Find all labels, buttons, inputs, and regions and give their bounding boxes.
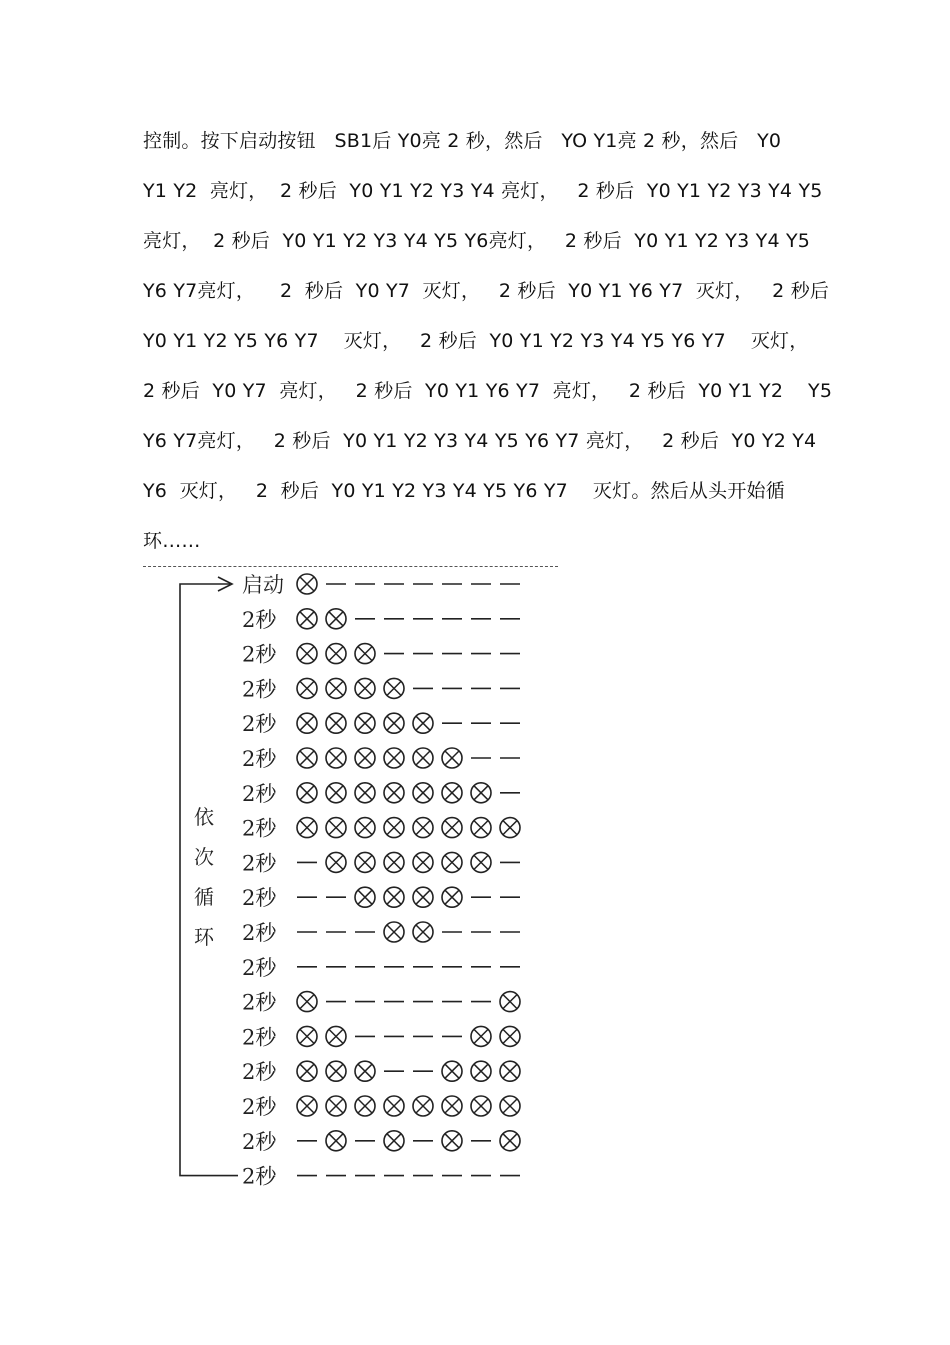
step-label: 2秒 [242,886,277,911]
step-label: 2秒 [242,955,277,980]
lamp-on-icon [355,748,375,768]
lamp-on-icon [297,609,317,629]
loop-label-char: 依 [194,805,214,829]
step-label: 2秒 [242,1025,277,1050]
lamp-on-icon [384,1131,404,1151]
lamp-on-icon [355,1061,375,1081]
lamp-on-icon [355,818,375,838]
lamp-on-icon [442,1131,462,1151]
lamp-on-icon [500,818,520,838]
lamp-on-icon [297,1026,317,1046]
text-line: 控制。按下启动按钮 SB1后 Y0亮 2 秒，然后 YO Y1亮 2 秒，然后 Y0 [143,130,782,152]
lamp-on-icon [326,818,346,838]
lamp-on-icon [297,818,317,838]
lamp-on-icon [471,818,491,838]
dashed-separator [143,566,558,567]
text-line: Y6 Y7亮灯， 2 秒后 Y0 Y7 灭灯， 2 秒后 Y0 Y1 Y6 Y7 灭灯， 2 秒后 [143,280,830,302]
lamp-on-icon [413,713,433,733]
step-label: 启动 [242,573,284,597]
lamp-on-icon [500,992,520,1012]
step-label: 2秒 [242,781,277,806]
lamp-on-icon [297,713,317,733]
lamp-on-icon [471,783,491,803]
step-label: 2秒 [242,990,277,1015]
text-line: 亮灯， 2 秒后 Y0 Y1 Y2 Y3 Y4 Y5 Y6亮灯， 2 秒后 Y0 Y1 Y2 Y3 Y4 Y5 [143,230,811,252]
lamp-on-icon [355,713,375,733]
step-label: 2秒 [242,1164,277,1189]
text-line: Y1 Y2 亮灯， 2 秒后 Y0 Y1 Y2 Y3 Y4 亮灯， 2 秒后 Y0 Y1 Y2 Y3 Y4 Y5 [143,180,823,202]
lamp-on-icon [384,678,404,698]
step-label: 2秒 [242,607,277,632]
lamp-on-icon [355,783,375,803]
lamp-on-icon [355,1096,375,1116]
text-line: 环…… [143,530,201,552]
step-label: 2秒 [242,1060,277,1085]
lamp-on-icon [297,644,317,664]
step-label: 2秒 [242,921,277,945]
lamp-on-icon [384,852,404,872]
lamp-on-icon [326,748,346,768]
text-line: Y6 灭灯， 2 秒后 Y0 Y1 Y2 Y3 Y4 Y5 Y6 Y7 灭灯。然后从头开始循 [143,480,785,502]
lamp-on-icon [500,1131,520,1151]
lamp-on-icon [297,678,317,698]
lamp-on-icon [384,783,404,803]
instruction-paragraph [143,116,833,566]
lamp-on-icon [297,783,317,803]
step-label: 2秒 [242,642,277,667]
step-label: 2秒 [242,712,277,737]
lamp-on-icon [442,748,462,768]
loop-label-char: 次 [194,845,214,869]
step-label: 2秒 [242,816,277,841]
step-label: 2秒 [242,747,277,771]
lamp-on-icon [442,1096,462,1116]
lamp-on-icon [355,678,375,698]
lamp-on-icon [355,852,375,872]
lamp-on-icon [413,922,433,942]
lamp-on-icon [384,713,404,733]
lamp-on-icon [413,887,433,907]
lamp-on-icon [297,992,317,1012]
lamp-on-icon [442,818,462,838]
lamp-on-icon [297,574,317,594]
step-label: 2秒 [242,677,277,702]
loop-bracket [180,584,238,1176]
lamp-on-icon [413,748,433,768]
lamp-on-icon [326,678,346,698]
lamp-on-icon [442,852,462,872]
lamp-on-icon [297,1096,317,1116]
lamp-on-icon [326,644,346,664]
lamp-on-icon [384,1096,404,1116]
lamp-on-icon [471,1061,491,1081]
lamp-on-icon [384,818,404,838]
lamp-on-icon [326,1061,346,1081]
lamp-on-icon [442,887,462,907]
step-label: 2秒 [242,1095,277,1119]
lamp-on-icon [326,852,346,872]
lamp-on-icon [413,852,433,872]
lamp-on-icon [471,852,491,872]
lamp-on-icon [471,1096,491,1116]
lamp-on-icon [326,609,346,629]
lamp-on-icon [297,748,317,768]
lamp-on-icon [500,1096,520,1116]
loop-label-char: 环 [194,925,214,949]
lamp-on-icon [442,1061,462,1081]
text-line: Y0 Y1 Y2 Y5 Y6 Y7 灭灯， 2 秒后 Y0 Y1 Y2 Y3 Y4 Y5 Y6 Y7 灭灯， [143,330,809,352]
lamp-on-icon [413,783,433,803]
lamp-on-icon [500,1026,520,1046]
loop-label-char: 循 [194,885,214,909]
text-line: Y6 Y7亮灯， 2 秒后 Y0 Y1 Y2 Y3 Y4 Y5 Y6 Y7 亮灯， 2 秒后 Y0 Y2 Y4 [143,430,817,452]
step-label: 2秒 [242,1129,277,1154]
lamp-on-icon [355,887,375,907]
lamp-on-icon [471,1026,491,1046]
lamp-on-icon [384,748,404,768]
lamp-on-icon [297,1061,317,1081]
lamp-on-icon [413,1096,433,1116]
lamp-on-icon [326,713,346,733]
lamp-on-icon [326,1096,346,1116]
text-line: 2 秒后 Y0 Y7 亮灯， 2 秒后 Y0 Y1 Y6 Y7 亮灯， 2 秒后 Y0 Y1 Y2 Y5 [143,380,833,402]
lamp-on-icon [500,1061,520,1081]
lamp-on-icon [326,1026,346,1046]
lamp-sequence-diagram [160,570,540,1190]
lamp-on-icon [413,818,433,838]
lamp-on-icon [384,887,404,907]
lamp-on-icon [326,1131,346,1151]
lamp-on-icon [355,644,375,664]
step-label: 2秒 [242,851,277,876]
lamp-on-icon [442,783,462,803]
lamp-on-icon [384,922,404,942]
lamp-on-icon [326,783,346,803]
